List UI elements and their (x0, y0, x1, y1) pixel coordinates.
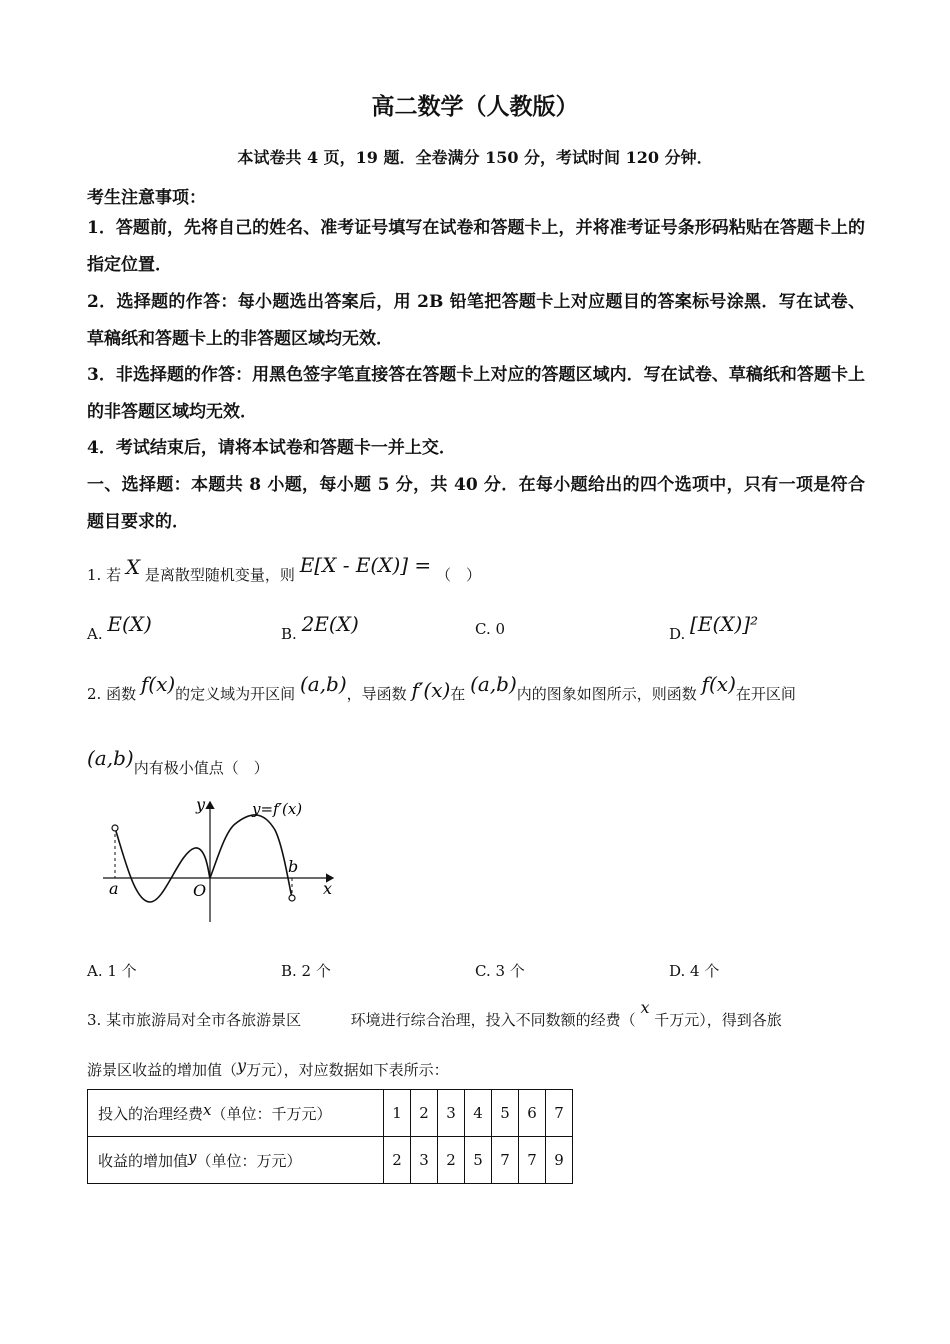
origin-label: O (193, 881, 207, 900)
derivative-graph (95, 790, 355, 930)
q2-interval: (a,b) (299, 672, 347, 696)
x-label: x (323, 879, 333, 898)
table-cell: 3 (438, 1090, 465, 1137)
q2-fx: f(x) (140, 672, 176, 696)
q1-option-a-math: E(X) (107, 612, 152, 636)
table-row (88, 1137, 573, 1184)
q3-x-var: x (640, 998, 650, 1017)
table-cell: 2 (411, 1090, 438, 1137)
q1-expression: E[X - E(X)] = (299, 553, 432, 577)
a-label: a (109, 879, 119, 898)
q1-option-b[interactable]: B. 2E(X) (281, 612, 359, 643)
table-cell: 6 (519, 1090, 546, 1137)
data-table (87, 1089, 573, 1184)
q2-interval-3: (a,b) (87, 746, 134, 770)
question-3-line-1: 3. 某市旅游局对全市各旅游景区 环境进行综合治理，投入不同数额的经费（ x 千万元），得到各旅 (87, 998, 782, 1029)
q2-fx-2: f(x) (701, 672, 736, 696)
q3-y-var: y (237, 1056, 247, 1075)
q1-option-a[interactable]: A. E(X) (87, 612, 152, 643)
q1-prefix: 1. 若 (87, 566, 122, 584)
notice-item-1: 1．答题前，先将自己的姓名、准考证号填写在试卷和答题卡上，并将准考证号条形码粘贴在答题卡上的指定位置． (87, 218, 865, 275)
q2-option-d[interactable]: D. 4 个 (669, 962, 720, 980)
exam-info: 本试卷共 4 页，19 题．全卷满分 150 分，考试时间 120 分钟． (237, 148, 713, 167)
table-row (88, 1090, 573, 1137)
question-2-line-2: (a,b)内有极小值点（ ） (87, 746, 269, 777)
q1-paren: （ ） (435, 566, 481, 584)
question-1 (87, 553, 867, 585)
table-cell: 9 (546, 1137, 573, 1184)
question-2-line-1: 2. 函数 f(x)的定义域为开区间 (a,b)，导函数 f′(x)在 (a,b)内的图象如图所示，则函数 f(x)在开区间 (87, 672, 796, 703)
page-title: 高二数学（人教版） (371, 93, 579, 120)
notice-heading: 考生注意事项： (87, 188, 206, 208)
q1-option-c[interactable]: C. 0 (475, 620, 506, 638)
q1-option-d-math: [E(X)]² (690, 612, 759, 636)
question-3-line-2: 游景区收益的增加值（y万元），对应数据如下表所示： (87, 1056, 449, 1079)
q2-fpx: f′(x) (411, 678, 451, 702)
q1-option-d[interactable]: D. [E(X)]² (669, 612, 759, 643)
table-cell: 7 (492, 1137, 519, 1184)
curve-label: y=f′(x) (252, 800, 303, 818)
q2-interval-2: (a,b) (470, 672, 517, 696)
table-cell: 4 (465, 1090, 492, 1137)
section1-heading: 一、选择题：本题共 8 小题，每小题 5 分，共 40 分．在每小题给出的四个选项中，只有一项是符合题目要求的． (87, 475, 865, 532)
notice-item-4: 4．考试结束后，请将本试卷和答题卡一并上交． (87, 438, 456, 458)
y-label: y (196, 795, 206, 814)
table-cell: 7 (519, 1137, 546, 1184)
q2-option-a[interactable]: A. 1 个 (87, 962, 137, 980)
row-header-y: 收益的增加值y（单位：万元） (88, 1137, 384, 1184)
table-cell: 3 (411, 1137, 438, 1184)
table-cell: 5 (492, 1090, 519, 1137)
table-cell: 1 (384, 1090, 411, 1137)
b-endpoint (289, 895, 295, 901)
b-label: b (288, 857, 299, 876)
q1-mid: 是离散型随机变量，则 (144, 566, 295, 584)
notice-item-2: 2．选择题的作答：每小题选出答案后，用 2B 铅笔把答题卡上对应题目的答案标号涂黑．写在试卷、草稿纸和答题卡上的非答题区域均无效． (87, 292, 865, 349)
table-cell: 2 (438, 1137, 465, 1184)
q1-var: X (125, 555, 141, 579)
table-cell: 5 (465, 1137, 492, 1184)
row-header-x: 投入的治理经费x（单位：千万元） (88, 1090, 384, 1137)
a-endpoint (112, 825, 118, 831)
q2-option-b[interactable]: B. 2 个 (281, 962, 331, 980)
table-cell: 2 (384, 1137, 411, 1184)
q1-option-b-math: 2E(X) (301, 612, 359, 636)
q2-option-c[interactable]: C. 3 个 (475, 962, 525, 980)
table-cell: 7 (546, 1090, 573, 1137)
notice-item-3: 3．非选择题的作答：用黑色签字笔直接答在答题卡上对应的答题区域内．写在试卷、草稿纸和答题卡上的非答题区域均无效． (87, 365, 865, 422)
